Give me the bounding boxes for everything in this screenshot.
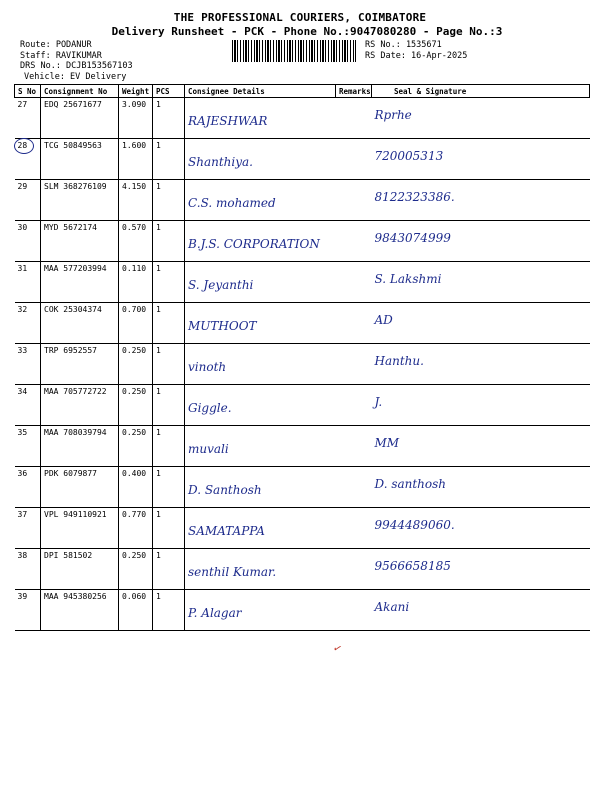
remarks-cell [336, 344, 372, 385]
consignee-cell [185, 262, 336, 303]
consignee-handwriting: vinoth [188, 360, 227, 374]
table-row [15, 549, 590, 590]
table-header-row [15, 85, 590, 98]
weight-cell: 4.150 [119, 180, 153, 221]
consignee-cell [185, 385, 336, 426]
pcs-cell: 1 [153, 508, 185, 549]
table-row [15, 426, 590, 467]
table-row [15, 467, 590, 508]
weight-cell: 1.600 [119, 139, 153, 180]
weight-cell: 0.250 [119, 385, 153, 426]
col-remarks: Remarks [336, 85, 372, 98]
table-row [15, 385, 590, 426]
consignee-handwriting: Shanthiya. [188, 155, 253, 169]
consignee-cell [185, 590, 336, 631]
barcode-image [232, 40, 356, 62]
weight-cell: 0.400 [119, 467, 153, 508]
signature-cell [372, 139, 590, 180]
col-sno: S No [15, 85, 41, 98]
signature-handwriting: MM [374, 436, 400, 450]
pcs-cell: 1 [153, 180, 185, 221]
signature-handwriting: S. Lakshmi [374, 272, 442, 286]
circled-row-mark [14, 138, 34, 154]
remarks-cell [336, 139, 372, 180]
weight-cell: 0.250 [119, 426, 153, 467]
rs-date: RS Date: 16-Apr-2025 [365, 51, 468, 61]
consignee-handwriting: S. Jeyanthi [188, 278, 254, 292]
consignment-cell: MYD 5672174 [41, 221, 119, 262]
weight-cell: 0.110 [119, 262, 153, 303]
consignment-cell: DPI 581502 [41, 549, 119, 590]
weight-cell: 0.060 [119, 590, 153, 631]
sno-cell: 39 [15, 590, 41, 631]
pcs-cell: 1 [153, 262, 185, 303]
signature-cell [372, 221, 590, 262]
remarks-cell [336, 590, 372, 631]
weight-cell: 0.570 [119, 221, 153, 262]
col-weight: Weight [119, 85, 153, 98]
consignee-cell [185, 508, 336, 549]
consignee-cell [185, 221, 336, 262]
table-row [15, 262, 590, 303]
table-row [15, 303, 590, 344]
consignment-cell: VPL 949110921 [41, 508, 119, 549]
pcs-cell: 1 [153, 139, 185, 180]
col-seal-signature: Seal & Signature [372, 85, 590, 98]
consignee-handwriting: muvali [188, 442, 229, 456]
signature-cell [372, 262, 590, 303]
consignee-handwriting: D. Santhosh [188, 483, 262, 497]
remarks-cell [336, 180, 372, 221]
consignee-handwriting: RAJESHWAR [188, 114, 268, 128]
remarks-cell [336, 262, 372, 303]
pcs-cell: 1 [153, 385, 185, 426]
company-title: THE PROFESSIONAL COURIERS, COIMBATORE [173, 11, 427, 24]
weight-cell: 0.250 [119, 549, 153, 590]
signature-handwriting: Rprhe [374, 108, 412, 122]
table-row [15, 98, 590, 139]
consignment-cell: EDQ 25671677 [41, 98, 119, 139]
sno-cell: 28 [15, 139, 41, 180]
sno-cell: 32 [15, 303, 41, 344]
remarks-cell [336, 508, 372, 549]
consignment-cell: MAA 945380256 [41, 590, 119, 631]
pcs-cell: 1 [153, 221, 185, 262]
sno-cell: 30 [15, 221, 41, 262]
drs-number: DRS No.: DCJB153567103 [20, 61, 133, 71]
signature-handwriting: Akani [374, 600, 410, 614]
signature-handwriting: AD [374, 313, 393, 327]
consignment-cell: MAA 708039794 [41, 426, 119, 467]
consignee-cell [185, 426, 336, 467]
signature-handwriting: J. [374, 395, 383, 409]
consignee-handwriting: B.J.S. CORPORATION [188, 237, 320, 251]
runsheet-title: Delivery Runsheet - PCK - Phone No.:9047080280 - Page No.:3 [111, 25, 503, 38]
table-row [15, 344, 590, 385]
signature-cell [372, 426, 590, 467]
signature-cell [372, 303, 590, 344]
consignee-handwriting: C.S. mohamed [188, 196, 276, 210]
signature-cell [372, 180, 590, 221]
pen-tick-mark: ✓ [331, 640, 344, 656]
pcs-cell: 1 [153, 344, 185, 385]
sno-cell: 38 [15, 549, 41, 590]
pcs-cell: 1 [153, 467, 185, 508]
col-pcs: PCS [153, 85, 185, 98]
consignment-cell: TRP 6952557 [41, 344, 119, 385]
weight-cell: 0.770 [119, 508, 153, 549]
consignee-handwriting: senthil Kumar. [188, 565, 277, 579]
sno-cell: 27 [15, 98, 41, 139]
sno-cell: 37 [15, 508, 41, 549]
pcs-cell: 1 [153, 426, 185, 467]
signature-handwriting: 9944489060. [374, 518, 455, 532]
signature-cell [372, 590, 590, 631]
consignment-cell: SLM 368276109 [41, 180, 119, 221]
staff-label: Staff: RAVIKUMAR [20, 51, 102, 61]
signature-cell [372, 508, 590, 549]
remarks-cell [336, 467, 372, 508]
sno-cell: 29 [15, 180, 41, 221]
sno-cell: 35 [15, 426, 41, 467]
table-row [15, 180, 590, 221]
signature-handwriting: 9566658185 [374, 559, 451, 573]
sno-cell: 31 [15, 262, 41, 303]
table-row [15, 590, 590, 631]
consignee-cell [185, 180, 336, 221]
consignee-handwriting: Giggle. [188, 401, 232, 415]
signature-cell [372, 549, 590, 590]
consignee-cell [185, 344, 336, 385]
consignee-cell [185, 549, 336, 590]
consignee-cell [185, 98, 336, 139]
pcs-cell: 1 [153, 303, 185, 344]
signature-cell [372, 385, 590, 426]
remarks-cell [336, 426, 372, 467]
route-label: Route: PODANUR [20, 40, 92, 50]
consignee-cell [185, 139, 336, 180]
consignment-cell: PDK 6079877 [41, 467, 119, 508]
consignee-cell [185, 303, 336, 344]
remarks-cell [336, 549, 372, 590]
rs-number: RS No.: 1535671 [365, 40, 442, 50]
sno-cell: 36 [15, 467, 41, 508]
signature-handwriting: Hanthu. [374, 354, 424, 368]
sno-cell: 33 [15, 344, 41, 385]
consignee-handwriting: MUTHOOT [188, 319, 257, 333]
pcs-cell: 1 [153, 98, 185, 139]
sno-cell: 34 [15, 385, 41, 426]
col-consignment: Consignment No [41, 85, 119, 98]
pcs-cell: 1 [153, 590, 185, 631]
weight-cell: 0.250 [119, 344, 153, 385]
pcs-cell: 1 [153, 549, 185, 590]
table-row [15, 139, 590, 180]
runsheet-table [14, 84, 590, 631]
consignee-handwriting: P. Alagar [188, 606, 242, 620]
consignment-cell: COK 25304374 [41, 303, 119, 344]
col-consignee: Consignee Details [185, 85, 336, 98]
signature-handwriting: 8122323386. [374, 190, 455, 204]
remarks-cell [336, 303, 372, 344]
consignee-cell [185, 467, 336, 508]
signature-handwriting: D. santhosh [374, 477, 447, 491]
consignment-cell: MAA 705772722 [41, 385, 119, 426]
remarks-cell [336, 98, 372, 139]
remarks-cell [336, 385, 372, 426]
signature-handwriting: 9843074999 [374, 231, 451, 245]
table-row [15, 508, 590, 549]
consignee-handwriting: SAMATAPPA [188, 524, 265, 538]
remarks-cell [336, 221, 372, 262]
weight-cell: 3.090 [119, 98, 153, 139]
signature-cell [372, 467, 590, 508]
signature-cell [372, 344, 590, 385]
weight-cell: 0.700 [119, 303, 153, 344]
table-row [15, 221, 590, 262]
consignment-cell: MAA 577203994 [41, 262, 119, 303]
vehicle-label: Vehicle: EV Delivery [24, 72, 127, 82]
signature-cell [372, 98, 590, 139]
consignment-cell: TCG 50849563 [41, 139, 119, 180]
signature-handwriting: 720005313 [374, 149, 444, 163]
